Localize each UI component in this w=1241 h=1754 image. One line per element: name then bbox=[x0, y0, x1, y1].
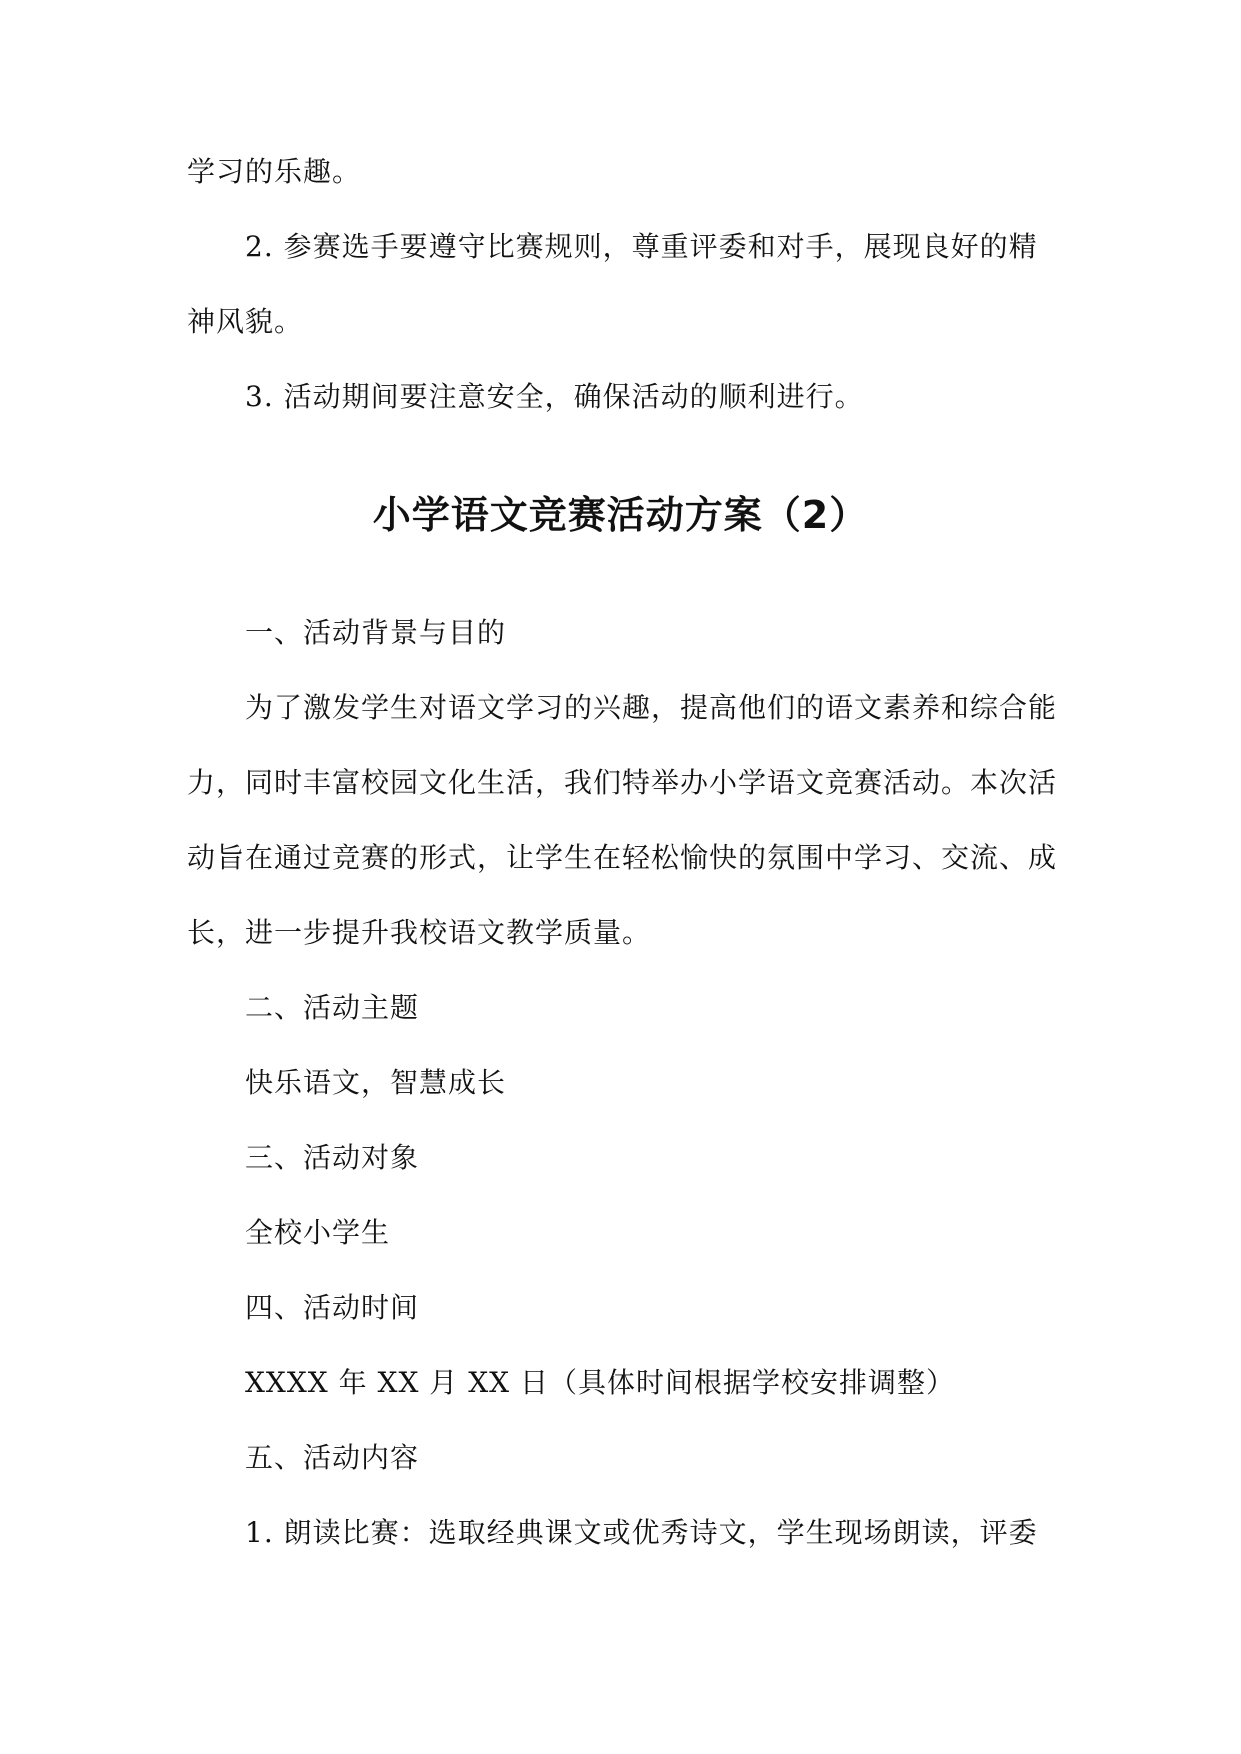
list-item: 1. 朗读比赛：选取经典课文或优秀诗文，学生现场朗读，评委 bbox=[245, 1516, 1038, 1549]
paragraph-line: 长，进一步提升我校语文教学质量。 bbox=[187, 916, 652, 949]
continuation-line: 学习的乐趣。 bbox=[187, 155, 362, 188]
list-item: 2. 参赛选手要遵守比赛规则，尊重评委和对手，展现良好的精 bbox=[245, 230, 1038, 263]
section-heading: 四、活动时间 bbox=[245, 1291, 420, 1324]
continuation-line: 神风貌。 bbox=[187, 305, 304, 338]
document-title: 小学语文竞赛活动方案（2） bbox=[372, 493, 869, 537]
section-heading: 三、活动对象 bbox=[245, 1141, 420, 1174]
section-heading: 五、活动内容 bbox=[245, 1441, 420, 1474]
paragraph-line: 力，同时丰富校园文化生活，我们特举办小学语文竞赛活动。本次活 bbox=[187, 766, 1058, 799]
paragraph-line: 为了激发学生对语文学习的兴趣，提高他们的语文素养和综合能 bbox=[245, 691, 1058, 724]
paragraph-line: 动旨在通过竞赛的形式，让学生在轻松愉快的氛围中学习、交流、成 bbox=[187, 841, 1058, 874]
section-content: 全校小学生 bbox=[245, 1216, 391, 1249]
section-content: 快乐语文，智慧成长 bbox=[245, 1066, 507, 1099]
section-heading: 一、活动背景与目的 bbox=[245, 616, 507, 649]
section-heading: 二、活动主题 bbox=[245, 991, 420, 1024]
list-item: 3. 活动期间要注意安全，确保活动的顺利进行。 bbox=[245, 380, 864, 413]
section-content: XXXX 年 XX 月 XX 日（具体时间根据学校安排调整） bbox=[245, 1366, 955, 1399]
